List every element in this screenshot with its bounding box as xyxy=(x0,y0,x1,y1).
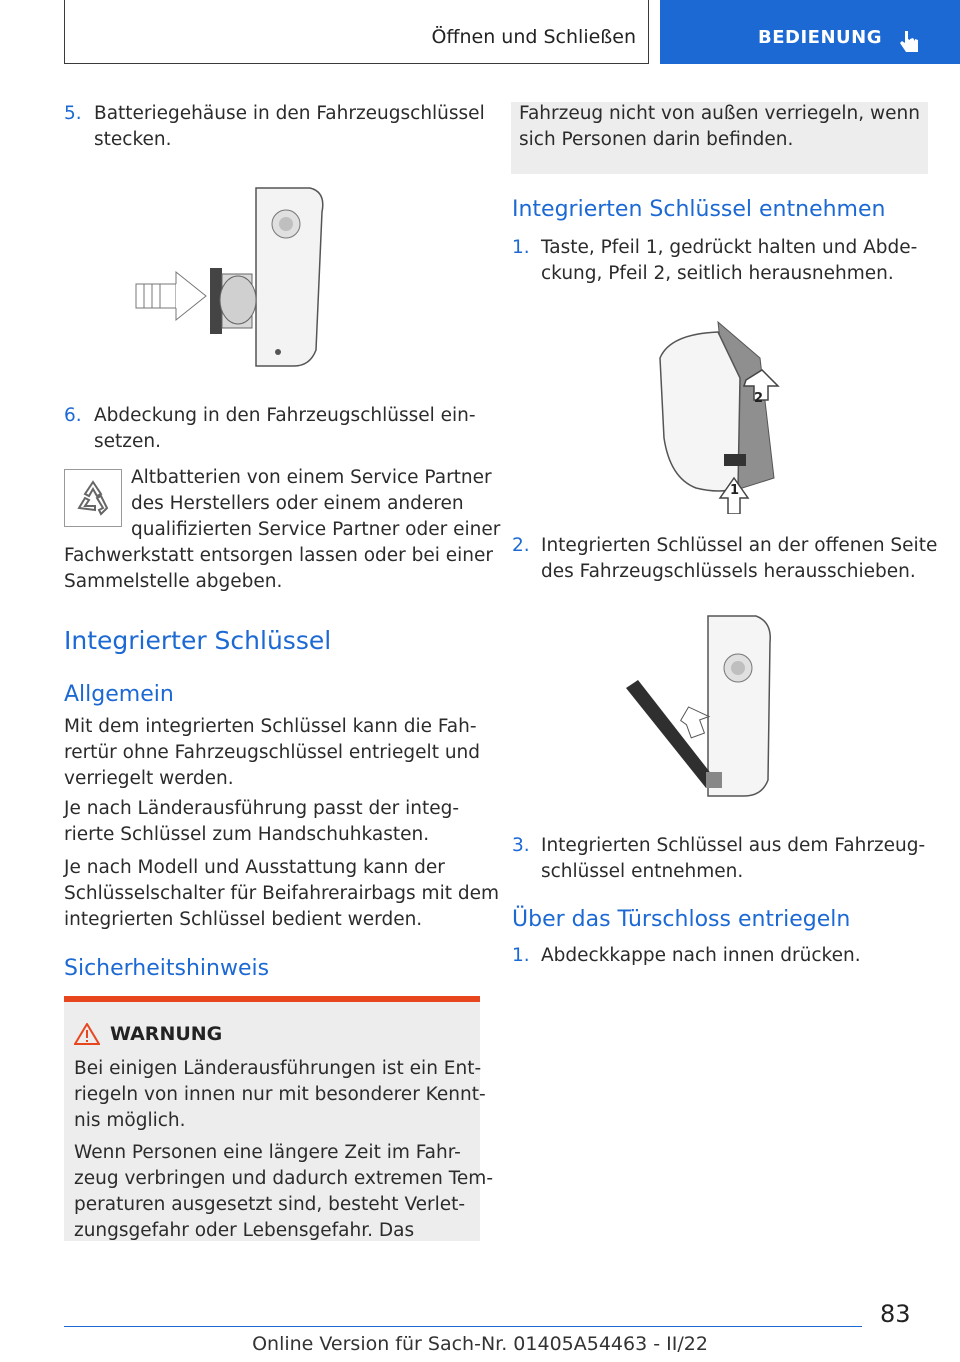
hand-pointer-icon xyxy=(896,28,922,54)
step-text: Integrierten Schlüssel an der offenen Seite des Fahrzeugschlüssels herausschieben. xyxy=(541,535,938,582)
general-paragraph-1: Mit dem integrierten Schlüssel kann die Fah- rertür ohne Fahrzeugschlüssel entriegelt und verriegelt werden. xyxy=(64,716,481,789)
footer-text: Online Version für Sach-Nr. 01405A54463 - II/22 xyxy=(252,1333,708,1355)
general-paragraph-3: Je nach Modell und Ausstattung kann der Schlüsselschalter für Beifahrerairbags mit dem integrierten Schlüssel bedient werden. xyxy=(64,857,500,930)
step-text: Integrierten Schlüssel aus dem Fahrzeug- schlüssel entnehmen. xyxy=(541,835,926,882)
warning-title: WARNUNG xyxy=(110,1023,223,1045)
heading-remove-key: Integrierten Schlüssel entnehmen xyxy=(512,197,886,222)
recycle-text: Altbatterien von einem Service Partner des Herstellers oder einem anderen qualifizierten Service Partner oder einer xyxy=(131,467,501,540)
step-number: 6. xyxy=(64,405,82,426)
footer-divider xyxy=(64,1326,862,1327)
step-text: Batteriegehäuse in den Fahrzeugschlüssel stecken. xyxy=(94,103,485,150)
section-title: Öffnen und Schließen xyxy=(431,26,636,48)
page-number: 83 xyxy=(880,1300,911,1328)
arrow-1-label: 1 xyxy=(730,483,740,498)
step-number: 2. xyxy=(512,535,530,556)
step-number: 5. xyxy=(64,103,82,124)
step-text: Abdeckung in den Fahrzeugschlüssel ein- setzen. xyxy=(94,405,476,452)
heading-door-unlock: Über das Türschloss entriegeln xyxy=(512,907,851,932)
heading-safety: Sicherheitshinweis xyxy=(64,956,270,981)
battery-insert-figure xyxy=(130,182,340,372)
step-text: Abdeckkappe nach innen drücken. xyxy=(541,945,861,966)
warning-continuation-text: Fahrzeug nicht von außen verriegeln, wenn sich Personen darin befinden. xyxy=(519,103,920,150)
arrow-2-label: 2 xyxy=(754,391,764,406)
heading-general: Allgemein xyxy=(64,682,174,707)
recycle-icon xyxy=(64,469,122,527)
step-number: 3. xyxy=(512,835,530,856)
step-number: 1. xyxy=(512,945,530,966)
key-slide-figure xyxy=(620,612,790,802)
warning-triangle-icon xyxy=(74,1023,100,1045)
recycle-text-cont: Fachwerkstatt entsorgen lassen oder bei einer Sammelstelle abgeben. xyxy=(64,545,494,592)
warning-paragraph-1: Bei einigen Länderausführungen ist ein Ent- riegeln von innen nur mit besonderer Kennt- nis möglich. xyxy=(74,1058,486,1131)
step-number: 1. xyxy=(512,237,530,258)
cover-removal-figure xyxy=(650,318,790,514)
general-paragraph-2: Je nach Länderausführung passt der integ- rierte Schlüssel zum Handschuhkasten. xyxy=(64,798,460,845)
warning-paragraph-2: Wenn Personen eine längere Zeit im Fahr- zeug verbringen und dadurch extremen Tem- peraturen ausgesetzt sind, besteht Verlet- zungsgefahr oder Lebensgefahr. Das xyxy=(74,1142,494,1241)
step-text: Taste, Pfeil 1, gedrückt halten und Abde- ckung, Pfeil 2, seitlich herausnehmen. xyxy=(541,237,918,284)
chapter-tab-label: BEDIENUNG xyxy=(758,27,882,48)
heading-integrated-key: Integrierter Schlüssel xyxy=(64,626,332,655)
